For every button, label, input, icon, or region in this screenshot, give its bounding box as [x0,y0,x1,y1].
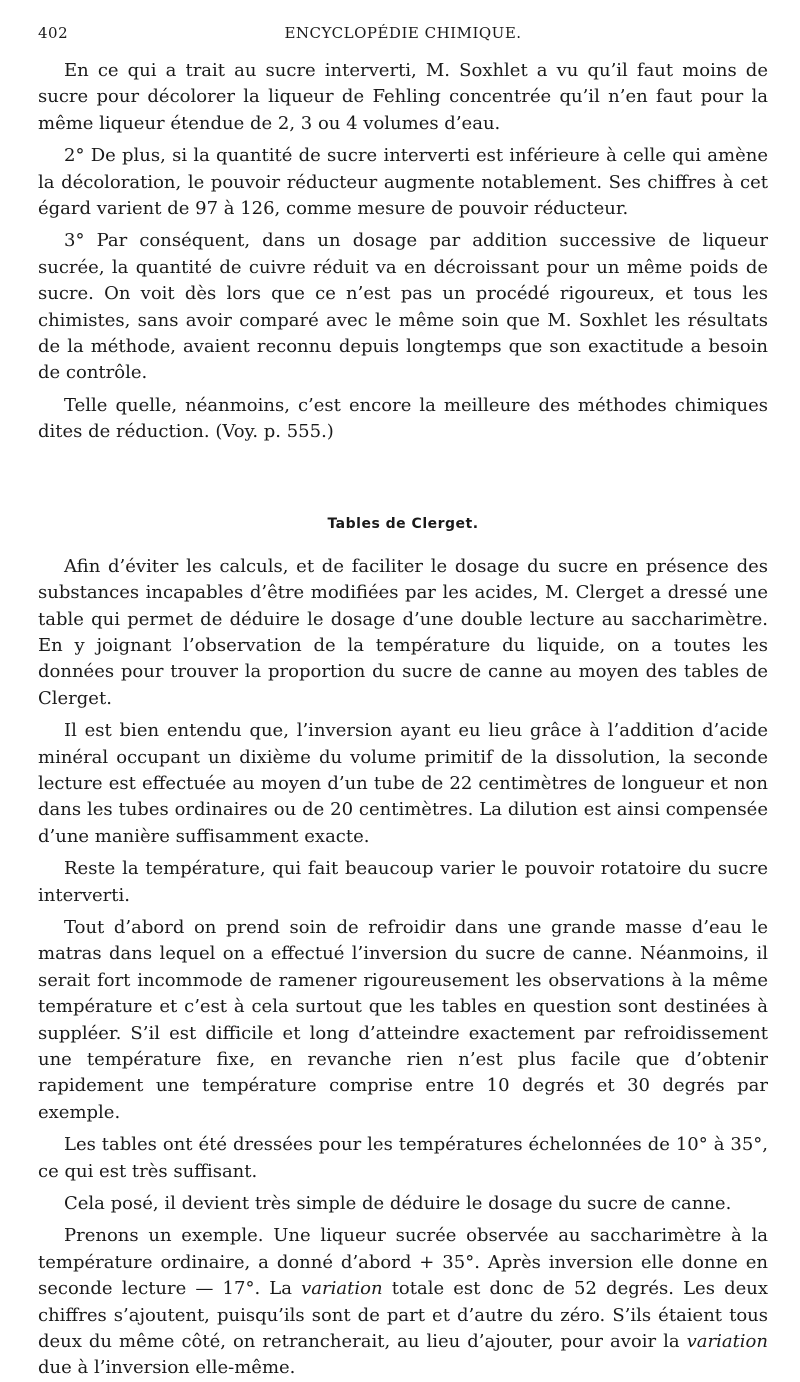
example-text-2: totale est donc de 52 degrés. Les deux chiffres s’ajoutent, puisqu’ils sont de part et d’autre du zéro. S’ils étaient tous deux du même côté, on retrancherait, au lieu d’ajouter, pour avoir la [38,1278,768,1353]
running-title: ENCYCLOPÉDIE CHIMIQUE. [284,24,522,42]
paragraph-point-3: 3° Par conséquent, dans un dosage par addition successive de liqueur sucrée, la quantité de cuivre réduit va en décroissant pour un même poids de sucre. On voit dès lors que ce n’est pas un procédé rigoureux, et tous les chimistes, sans avoir comparé avec le même soin que M. Soxhlet les résultats de la méthode, avaient reconnu depuis longtemps que son exactitude a besoin de contrôle. [38,230,768,384]
paragraph-temperature: Reste la température, qui fait beaucoup varier le pouvoir rotatoire du sucre interverti. [38,858,768,906]
paragraph-simple: Cela posé, il devient très simple de déduire le dosage du sucre de canne. [64,1193,732,1215]
paragraph-point-2: 2° De plus, si la quantité de sucre interverti est inférieure à celle qui amène la décoloration, le pouvoir réducteur augmente notablement. Ses chiffres à cet égard varient de 97 à 126, comme mesure de pouvoir réducteur. [38,145,768,220]
example-italic-1: variation [301,1278,383,1300]
paragraph-cooling: Tout d’abord on prend soin de refroidir dans une grande masse d’eau le matras dans lequel on a effectué l’inversion du sucre de canne. Néanmoins, il serait fort incommode de ramener rigoureusement les observations à la même température et c’est à cela surtout que les tables en question sont destinées à suppléer. S’il est difficile et long d’atteindre exactement par refroidissement une température fixe, en revanche rien n’est plus facile que d’obtenir rapidement une température comprise entre 10 degrés et 30 degrés par exemple. [38,916,768,1123]
running-header [38,24,768,50]
body-text [38,58,768,1382]
paragraph-example [38,1223,768,1381]
paragraph-inversion: Il est bien entendu que, l’inversion ayant eu lieu grâce à l’addition d’acide minéral occupant un dixième du volume primitif de la dissolution, la seconde lecture est effectuée au moyen d’un tube de 22 centimètres de longueur et non dans les tubes ordinaires ou de 20 centimètres. La dilution est ainsi compensée d’une manière suffisamment exacte. [38,720,768,847]
section-title: Tables de Clerget. [327,515,479,532]
example-italic-2: variation [686,1331,768,1353]
paragraph-clerget-intro: Afin d’éviter les calculs, et de faciliter le dosage du sucre en présence des substances incapables d’être modifiées par les acides, M. Clerget a dressé une table qui permet de déduire le dosage d’une double lecture au saccharimètre. En y joignant l’observation de la température du liquide, on a toutes les données pour trouver la proportion du sucre de canne au moyen des tables de Clerget. [38,555,768,709]
example-text-3: due à l’inversion elle-même. [38,1357,296,1379]
paragraph-conclusion: Telle quelle, néanmoins, c’est encore la meilleure des méthodes chimiques dites de réduction. (Voy. p. 555.) [38,394,768,443]
page-number: 402 [38,24,69,42]
paragraph-soxhlet: En ce qui a trait au sucre interverti, M. Soxhlet a vu qu’il faut moins de sucre pour décolorer la liqueur de Fehling concentrée qu’il n’en faut pour la même liqueur étendue de 2, 3 ou 4 volumes d’eau. [38,60,768,134]
paragraph-tables-range: Les tables ont été dressées pour les températures échelonnées de 10° à 35°, ce qui est très suffisant. [38,1134,768,1182]
example-text-1: Prenons un exemple. Une liqueur sucrée observée au saccharimètre à la température ordinaire, a donné d’abord + 35°. Après inversion elle donne en seconde lecture — 17°. La [38,1225,768,1300]
